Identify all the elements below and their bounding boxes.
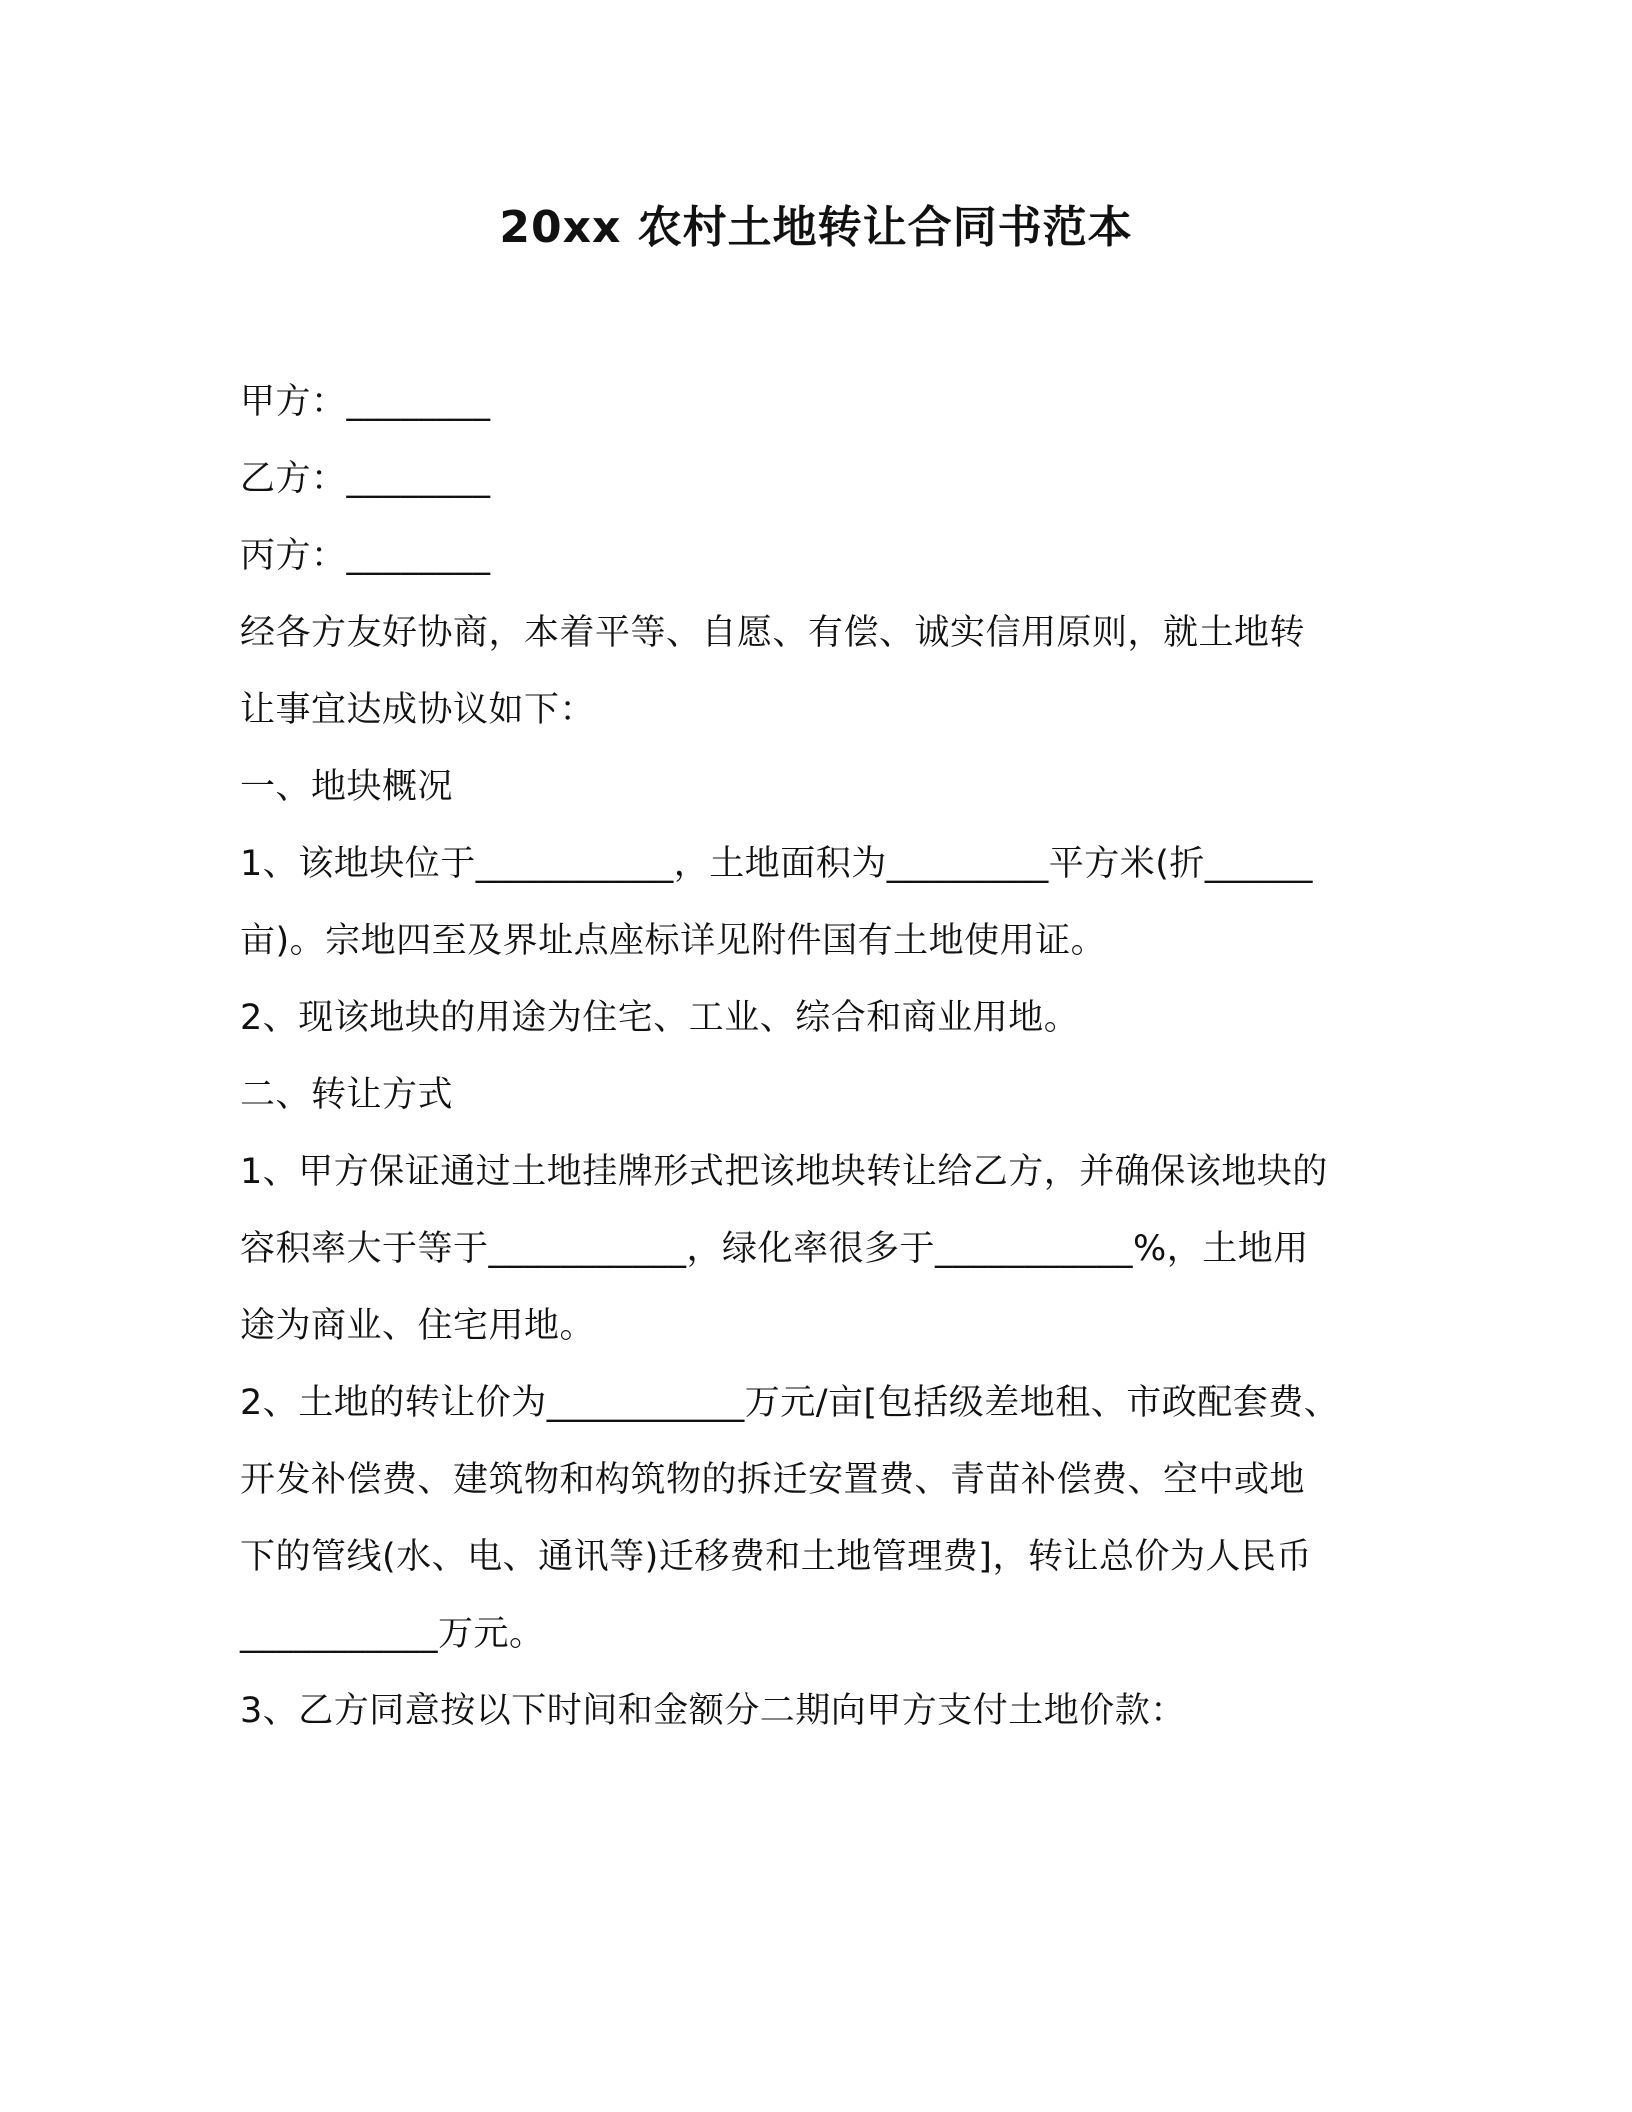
party-b-line: 乙方：________	[240, 459, 491, 499]
clause-2-1-line-2: 容积率大于等于___________，绿化率很多于___________%，土地用	[240, 1229, 1309, 1269]
clause-2-3-line: 3、乙方同意按以下时间和金额分二期向甲方支付土地价款：	[240, 1691, 1186, 1731]
document-body	[240, 364, 1380, 1750]
clause-2-2-line-3: 下的管线(水、电、通讯等)迁移费和土地管理费]，转让总价为人民币	[240, 1537, 1312, 1577]
clause-1-2-line: 2、现该地块的用途为住宅、工业、综合和商业用地。	[240, 998, 1080, 1038]
party-a-line: 甲方：________	[240, 382, 491, 422]
clause-1-1-line-2: 亩)。宗地四至及界址点座标详见附件国有土地使用证。	[240, 921, 1107, 961]
clause-2-2-line-2: 开发补偿费、建筑物和构筑物的拆迁安置费、青苗补偿费、空中或地	[240, 1460, 1306, 1500]
section-heading-2: 二、转让方式	[240, 1075, 454, 1115]
document-title: 20xx 农村土地转让合同书范本	[499, 202, 1133, 253]
party-c-line: 丙方：________	[240, 536, 491, 576]
preamble-line-2: 让事宜达成协议如下：	[240, 690, 596, 730]
clause-2-1-line-1: 1、甲方保证通过土地挂牌形式把该地块转让给乙方，并确保该地块的	[240, 1152, 1328, 1192]
clause-2-1-line-3: 途为商业、住宅用地。	[240, 1306, 596, 1346]
clause-2-2-line-1: 2、土地的转让价为___________万元/亩[包括级差地租、市政配套费、	[240, 1383, 1340, 1423]
section-heading-1: 一、地块概况	[240, 767, 454, 807]
clause-2-2-line-4: ___________万元。	[240, 1614, 545, 1654]
preamble-line-1: 经各方友好协商，本着平等、自愿、有偿、诚实信用原则，就土地转	[240, 613, 1306, 653]
clause-1-1-line-1: 1、该地块位于___________，土地面积为_________平方米(折______	[240, 844, 1313, 884]
